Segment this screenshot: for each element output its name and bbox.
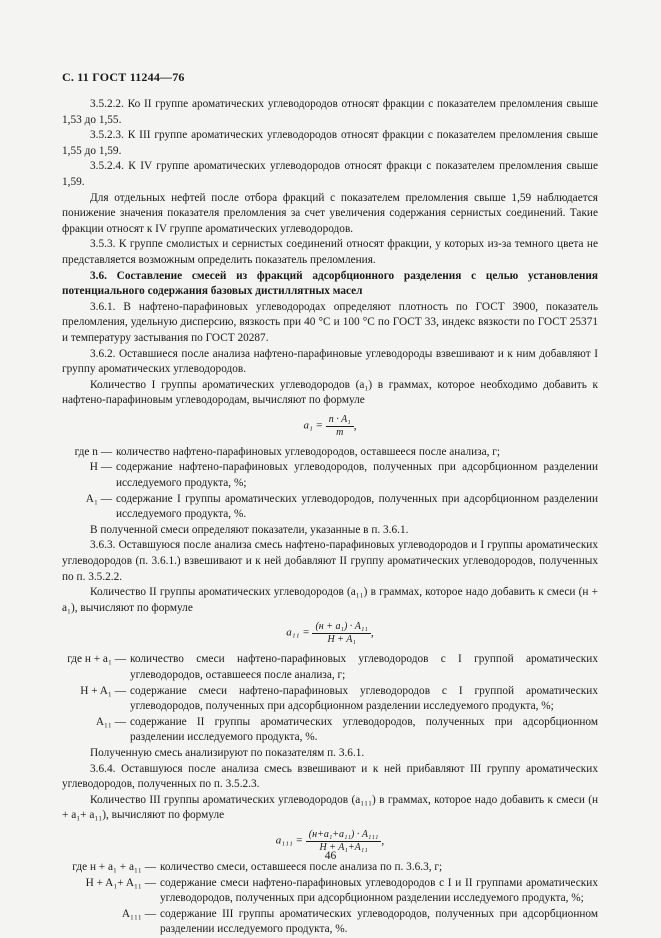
formula-lhs: a₁₁ = <box>286 627 310 640</box>
definition-term: где н + a₁ — <box>67 653 126 666</box>
fraction <box>326 414 354 439</box>
paragraph-note: Для отдельных нефтей после отбора фракций с показателем преломления свыше 1,59 наблюдается понижение значения показателя преломления за счет увеличения содержания сернистых соединений. Такие фракции относят к IV группе ароматических углеводородов. <box>62 191 598 235</box>
fraction-denominator: H + A₁+A₁₁ <box>319 841 368 853</box>
fraction <box>312 621 370 646</box>
definition-text: количество смеси, оставшееся после анализа по п. 3.6.3, г; <box>160 860 443 873</box>
page-header: С. 11 ГОСТ 11244—76 <box>62 70 185 84</box>
definition-item <box>62 860 598 876</box>
formula-tail: , <box>353 419 357 432</box>
paragraph-3-6-4: 3.6.4. Оставшуюся после анализа смесь взвешивают и к ней прибавляют III группу ароматических углеводородов, полученных по п. 3.5.2.3. <box>62 762 598 791</box>
formula-a1 <box>62 414 598 439</box>
definition-text: содержание I группы ароматических углеводородов, полученных при адсорбционном разделении исследуемого продукта, %. <box>116 492 598 521</box>
definition-text: содержание II группы ароматических углеводородов, полученных при адсорбционном разделении исследуемого продукта, %. <box>130 715 598 744</box>
definition-term: A₁₁₁ — <box>121 907 156 920</box>
paragraph-3-5-2-2: 3.5.2.2. Ко II группе ароматических углеводородов относят фракции с показателем преломления свыше 1,53 до 1,55. <box>62 98 598 126</box>
formula-tail: , <box>381 835 385 848</box>
paragraph-3-6-1: 3.6.1. В нафтено-парафиновых углеводородах определяют плотность по ГОСТ 3900, показатель преломления, удельную дисперсию, вязкость при 40 °С и 100 °С по ГОСТ 33, индекс вязкости по ГОСТ 25371 и температуру застывания по ГОСТ 20287. <box>62 300 598 344</box>
paragraph-formula3-intro: Количество III группы ароматических углеводородов (a₁₁₁) в граммах, которое надо добавить к смеси (н + a₁+ a₁₁), вычисляют по формуле <box>62 793 598 822</box>
paragraph-3-5-2-4: 3.5.2.4. К IV группе ароматических углеводородов относят фракци с показателем преломления свыше 1,59. <box>62 160 598 188</box>
paragraph-formula2-intro: Количество II группы ароматических углеводородов (a₁₁) в граммах, которое надо добавить к смеси (н + a₁), вычисляют по формуле <box>62 586 598 614</box>
definition-item <box>62 715 598 746</box>
formula-lhs: a₁₁₁ = <box>275 834 303 847</box>
definition-text: содержание смеси нафтено-парафиновых углеводородов с I группой ароматических углеводородов, полученных при адсорбционном разделении исследуемого продукта, %; <box>130 684 598 713</box>
fraction-numerator: (н+a₁+a₁₁) · A₁₁₁ <box>306 829 382 842</box>
definition-text: количество смеси нафтено-парафиновых углеводородов с I группой ароматических углеводородов, оставшееся после анализа, г; <box>130 653 598 681</box>
definitions-list-3 <box>62 860 598 938</box>
formula-tail: , <box>370 627 374 640</box>
definition-term: H + A₁+ A₁₁ — <box>85 876 156 889</box>
definition-item <box>62 460 598 491</box>
paragraph-formula1-intro: Количество I группы ароматических углеводородов (a₁) в граммах, которое необходимо добавить к нафтено-парафиновым углеводородам, вычисляют по формуле <box>62 378 598 407</box>
section-heading-3-6: 3.6. Составление смесей из фракций адсорбционного разделения с целью установления потенциального содержания базовых дистиллятных масел <box>62 269 598 298</box>
paragraph-3-5-2-3: 3.5.2.3. К III группе ароматических углеводородов относят фракции с показателем преломления свыше 1,55 до 1,59. <box>62 129 598 157</box>
paragraph-mixture-indicators: В полученной смеси определяют показатели, указанные в п. 3.6.1. <box>90 523 409 536</box>
paragraph-3-6-3: 3.6.3. Оставшуюся после анализа смесь нафтено-парафиновых углеводородов и I группы ароматических углеводородов (п. 3.6.1.) взвешивают и к ней добавляют II группу ароматических углеводородов, полученных по п. 3.5.2.2. <box>62 539 598 583</box>
formula-a11 <box>62 621 598 646</box>
definition-item <box>62 684 598 715</box>
formula-lhs: a₁ = <box>303 419 323 432</box>
definition-term: A₁₁ — <box>95 715 126 728</box>
definition-item <box>62 445 598 461</box>
paragraph-3-6-2: 3.6.2. Оставшиеся после анализа нафтено-парафиновые углеводороды взвешивают и к ним добавляют I группу ароматических углеводородов. <box>62 347 598 376</box>
definitions-list-2 <box>62 652 598 746</box>
paragraph-analyze-mixture: Полученную смесь анализируют по показателям п. 3.6.1. <box>90 746 365 759</box>
definition-text: содержание III группы ароматических углеводородов, полученных при адсорбционном разделении исследуемого продукта, %. <box>160 907 598 936</box>
definitions-list-1 <box>62 445 598 523</box>
definition-term: A₁ — <box>85 492 112 505</box>
definition-term: где н + a₁ + a₁₁ — <box>72 860 156 873</box>
definition-item <box>62 492 598 523</box>
definition-term: H — <box>89 461 112 474</box>
definition-text: содержание нафтено-парафиновых углеводородов, полученных при адсорбционном разделении исследуемого продукта, %; <box>116 461 598 490</box>
fraction-denominator: H + A₁ <box>327 634 356 646</box>
definition-term: где n — <box>74 445 112 458</box>
definition-text: количество нафтено-парафиновых углеводородов, оставшееся после анализа, г; <box>116 445 501 458</box>
definition-item <box>62 652 598 683</box>
page-number: 46 <box>324 850 337 862</box>
definition-text: содержание смеси нафтено-парафиновых углеводородов с I и II группами ароматических углеводородов, полученных при адсорбционном разделении исследуемого продукта, %; <box>160 876 598 905</box>
paragraph-3-5-3: 3.5.3. К группе смолистых и сернистых соединений относят фракции, у которых из-за темного цвета не представляется возможным определить показатель преломления. <box>62 238 598 266</box>
definition-item <box>62 907 598 938</box>
fraction-numerator: (н + a₁) · A₁₁ <box>312 621 370 634</box>
fraction-denominator: m <box>336 426 344 438</box>
definition-item <box>62 876 598 907</box>
document-body <box>62 97 598 938</box>
definition-term: H + A₁ — <box>80 684 126 697</box>
fraction-numerator: n · A₁ <box>326 414 354 427</box>
